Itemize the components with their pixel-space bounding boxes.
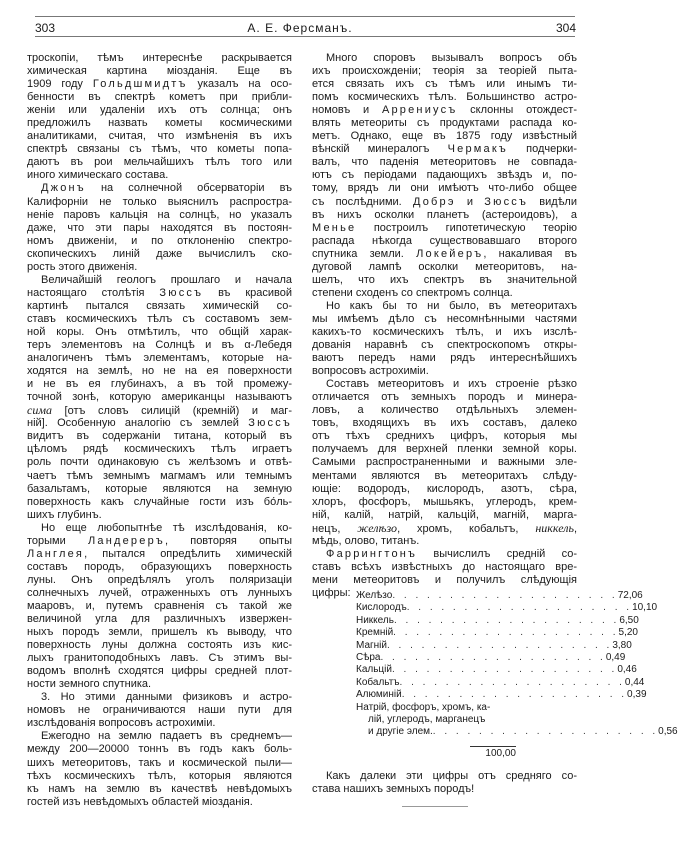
text-line: дуговой лампѣ осколки метеоритовъ, на- bbox=[312, 260, 577, 273]
text-segment: видѣли bbox=[528, 195, 577, 208]
composition-table bbox=[356, 590, 678, 739]
text-line: шелъ, что ихъ спектръ въ значительной bbox=[312, 273, 577, 286]
paragraph bbox=[27, 274, 292, 522]
table-row bbox=[356, 664, 637, 676]
spaced-name: Зюссъ bbox=[248, 417, 292, 430]
text-line: предложилъ назвать кометы космическими bbox=[27, 117, 292, 130]
table-row bbox=[356, 689, 647, 701]
text-line: ставъ всѣхъ извѣстныхъ до настоящаго вре- bbox=[312, 560, 577, 573]
text-line: мааровъ, и, путемъ сравненія съ такой же bbox=[27, 599, 292, 612]
text-segment: вычислилъ средній со- bbox=[417, 547, 577, 560]
text-segment: на солнечной обсерваторіи въ bbox=[85, 182, 292, 195]
text-line: въ нихъ осколки планетъ (астероидовъ), а bbox=[312, 208, 577, 221]
text-line: Самыми распространенными и важными эле- bbox=[312, 456, 577, 469]
spaced-name: Локейеръ bbox=[416, 247, 484, 260]
table-row bbox=[356, 651, 626, 664]
text-line: валъ, что паденія метеоритовъ не совпада- bbox=[312, 156, 577, 169]
text-line: химическая картина міозданія. Еще въ bbox=[27, 65, 292, 78]
text-line: ихъ происхожденіи; теорія за теоріей пыта- bbox=[312, 65, 577, 78]
text-line: Ежегодно на землю падаетъ въ среднемъ— bbox=[41, 730, 292, 743]
text-line: составъ породъ, образующихъ поверхность bbox=[27, 560, 292, 573]
element-value: 3,80 bbox=[612, 639, 632, 651]
paragraph bbox=[312, 52, 577, 300]
text-line: даютъ въ рои мельчайшихъ тѣлъ того или bbox=[27, 156, 292, 169]
italic-term: желѣзо bbox=[357, 520, 398, 535]
dot-leader: . . . . . . . . . . . . . . . . . . . . bbox=[386, 639, 613, 651]
text-line: аналитиками, считая, что измѣненія въ ихъ bbox=[27, 130, 292, 143]
text-segment: 1909 году bbox=[27, 78, 93, 91]
text-line bbox=[312, 248, 577, 261]
text-line: номъ движеніи, и по отклоненію спектро- bbox=[27, 234, 292, 247]
text-segment: ній]. Особенную аналогію съ землей bbox=[27, 417, 249, 430]
text-line: ной коры. Онъ отмѣтилъ, что общій харак- bbox=[27, 325, 292, 338]
paragraph bbox=[27, 52, 292, 182]
text-line bbox=[312, 548, 577, 561]
text-segment: съ послѣдними. bbox=[312, 195, 413, 208]
other-elements-line: лій, углеродъ, марганецъ bbox=[368, 713, 486, 725]
closing-paragraph bbox=[312, 770, 577, 796]
spaced-name: Зюссъ bbox=[484, 195, 529, 208]
text-line: поверхность какъ случайные гости изъ бо́ль- bbox=[27, 495, 292, 508]
text-line: точной зонѣ, которую американцы называютъ bbox=[27, 391, 292, 404]
text-line: мы имѣемъ дѣло съ несомнѣнными частями bbox=[312, 312, 577, 325]
text-line: картинѣ пытался связать химическій со- bbox=[27, 299, 292, 312]
text-line: помъ космическихъ тѣлъ. Большинство астро- bbox=[312, 91, 577, 104]
text-line: къ намъ на землю въ качествѣ невѣдомыхъ bbox=[27, 782, 292, 795]
text-line: хлоръ, фосфоръ, мышьякъ, углеродъ, крем- bbox=[312, 495, 577, 508]
spaced-name: Чермакъ bbox=[447, 143, 508, 156]
element-value: 0,39 bbox=[627, 689, 647, 701]
text-line: ется связать ихъ съ тѣмъ или инымъ ти- bbox=[312, 78, 577, 91]
element-name: Магній bbox=[356, 639, 387, 651]
text-line: поверхность луны должна состоять изъ кис- bbox=[27, 639, 292, 652]
text-segment: указалъ на осо- bbox=[187, 78, 292, 91]
text-line: шихъ глубинъ. bbox=[27, 508, 102, 521]
element-value: 72,06 bbox=[617, 590, 643, 601]
dot-leader: . . . . . . . . . . . . . . . . . . . . bbox=[393, 627, 619, 639]
element-name: Кремній bbox=[356, 627, 394, 639]
text-line: Какъ далеки эти цифры отъ средняго со- bbox=[326, 770, 577, 782]
text-line: тѣхъ космическихъ тѣлъ, которыя являются bbox=[27, 769, 292, 782]
text-line: ній, калій, натрій, кальцій, магній, марга- bbox=[312, 508, 577, 521]
text-line: товъ, входящихъ въ ихъ составъ, далеко bbox=[312, 417, 577, 430]
text-line: ходятся на землѣ, но не на ея поверхности bbox=[27, 365, 292, 378]
paragraph bbox=[312, 378, 577, 548]
text-line: Калифорніи не только выяснилъ распростра- bbox=[27, 195, 292, 208]
text-line: бенности въ спектрѣ кометъ при прибли- bbox=[27, 91, 292, 104]
spaced-name: Фаррингтонъ bbox=[326, 547, 418, 560]
text-line: между 200—20000 тоннъ въ годъ какъ боль- bbox=[27, 743, 292, 756]
text-line: ности земного спутника. bbox=[27, 678, 152, 691]
element-value: 0,46 bbox=[617, 664, 637, 676]
dot-leader: . . . . . . . . . . . . . . . . . . . . bbox=[399, 676, 625, 688]
text-segment: номовъ и bbox=[312, 104, 382, 117]
spaced-name: Гольдшмидтъ bbox=[92, 78, 188, 91]
paragraph bbox=[27, 522, 292, 692]
text-segment: въ красивой bbox=[203, 286, 292, 299]
text-segment: спутника земли. bbox=[312, 247, 417, 260]
text-line: номовъ не ограничиваются наши пути для bbox=[27, 704, 292, 717]
table-row bbox=[356, 602, 658, 614]
text-line: видитъ въ содержаніи титана, который въ bbox=[27, 430, 292, 443]
page-number-right: 304 bbox=[555, 21, 576, 35]
text-line: ваютъ передъ нами рядъ интереснѣйшихъ bbox=[312, 352, 577, 365]
dot-leader: . . . . . . . . . . . . . . . . . . . . bbox=[406, 602, 633, 614]
text-line: получаемъ для верхней пленки земной коры. bbox=[312, 443, 577, 456]
text-segment: , хромъ, кобальтъ, bbox=[397, 522, 536, 535]
text-line bbox=[312, 143, 577, 156]
text-line bbox=[27, 182, 292, 195]
text-segment: вѣнскій минералогъ bbox=[312, 143, 448, 156]
text-line bbox=[312, 222, 577, 235]
text-line: солнечныхъ лучей, отраженныхъ отъ лунныхъ bbox=[27, 586, 292, 599]
element-value: 5,20 bbox=[618, 627, 638, 639]
text-line: отличается отъ земныхъ породъ и минера- bbox=[312, 391, 577, 404]
text-line: ютъ съ періодами падающихъ звѣздъ и, по- bbox=[312, 169, 577, 182]
dot-leader: . . . . . . . . . . . . . . . . . . . . bbox=[432, 726, 659, 738]
text-segment: настоящаго столѣтія bbox=[27, 286, 160, 299]
element-name: Сѣра bbox=[356, 651, 381, 663]
paragraph bbox=[27, 730, 292, 808]
text-segment: , пытался опредѣлить химическій bbox=[84, 547, 292, 560]
element-value: 0,44 bbox=[624, 676, 645, 688]
text-line: 3. Но этими данными физиковъ и астро- bbox=[41, 691, 292, 704]
text-line: рость этого движенія. bbox=[27, 260, 138, 273]
left-column bbox=[27, 52, 292, 809]
running-title: А. Е. Ферсманъ. bbox=[247, 21, 353, 35]
dot-leader: . . . . . . . . . . . . . . . . . . . . bbox=[393, 614, 620, 626]
text-segment: подчерки- bbox=[507, 143, 577, 156]
text-line: ловъ, а количество отдѣльныхъ элемен- bbox=[312, 404, 577, 417]
end-rule bbox=[402, 806, 468, 807]
text-line: става нашихъ земныхъ породъ! bbox=[312, 783, 475, 796]
header-top-rule bbox=[35, 16, 575, 17]
italic-term: никкель bbox=[535, 520, 574, 535]
paragraph bbox=[27, 182, 292, 273]
text-line: мѣдь, олово, титанъ. bbox=[312, 534, 420, 547]
text-line: базальтамъ, которые являются на земную bbox=[27, 482, 292, 495]
text-line: цифры: bbox=[312, 586, 351, 599]
text-line: тому, врядъ ли они имѣютъ что-либо общее bbox=[312, 182, 577, 195]
dot-leader: . . . . . . . . . . . . . . . . . . . . bbox=[401, 689, 628, 701]
spaced-name: Аррениусъ bbox=[381, 104, 458, 117]
dot-leader: . . . . . . . . . . . . . . . . . . . . bbox=[380, 651, 606, 663]
spaced-name: Зюссъ bbox=[159, 286, 204, 299]
spaced-name: Джонъ bbox=[41, 182, 86, 195]
italic-term: сима bbox=[27, 403, 52, 418]
paragraph bbox=[312, 300, 577, 378]
text-segment: торыми bbox=[27, 534, 88, 547]
dot-leader: . . . . . . . . . . . . . . . . . . . . bbox=[391, 664, 618, 676]
text-line bbox=[312, 522, 577, 535]
text-segment: нецъ, bbox=[312, 522, 358, 535]
text-line: луны. Онъ опредѣлялъ уголъ поляризаціи bbox=[27, 573, 292, 586]
text-line: чаетъ тѣмъ земнымъ магмамъ или темнымъ bbox=[27, 469, 292, 482]
paragraph bbox=[312, 770, 577, 796]
text-line: роль почти одинаковую съ желѣзомъ и отвѣ- bbox=[27, 456, 292, 469]
element-name: Кальцій bbox=[356, 664, 392, 676]
table-row bbox=[356, 590, 643, 602]
text-line: Но какъ бы то ни было, въ метеоритахъ bbox=[326, 299, 577, 312]
text-line: Но еще любопытнѣе тѣ изслѣдованія, ко- bbox=[41, 521, 292, 534]
element-name: Алюминій bbox=[356, 689, 402, 701]
text-line: распада нѣкогда существовавшаго второго bbox=[312, 234, 577, 247]
text-line: цѣломъ рядѣ космическихъ тѣлъ играетъ bbox=[27, 443, 292, 456]
element-name: Кобальтъ bbox=[356, 676, 400, 688]
text-line bbox=[312, 196, 577, 209]
text-line: метъ. Однако, еще въ 1875 году извѣстный bbox=[312, 130, 577, 143]
page-number-left: 303 bbox=[35, 21, 56, 35]
text-line: теръ элементовъ на Солнцѣ и въ α-Лебедя bbox=[27, 339, 292, 352]
text-line bbox=[27, 417, 292, 430]
table-row bbox=[356, 726, 678, 738]
table-row bbox=[356, 676, 645, 689]
text-line: скопическихъ линій даже вычислилъ ско- bbox=[27, 247, 292, 260]
text-line: Величайшій геологъ прошлаго и начала bbox=[41, 273, 292, 286]
text-line: ныхъ породъ земли, пришелъ къ выводу, что bbox=[27, 626, 292, 639]
text-line: ставъ космическихъ тѣлъ съ составомъ зем- bbox=[27, 312, 292, 325]
table-total: 100,00 bbox=[470, 746, 516, 759]
element-name: Никкель bbox=[356, 614, 394, 626]
element-value: 6,50 bbox=[619, 614, 639, 626]
text-line: величиной угла для различныхъ извержен- bbox=[27, 613, 292, 626]
text-line: даже, что эти пары находятся въ постоян- bbox=[27, 221, 292, 234]
element-name: и другіе элем. bbox=[368, 726, 433, 738]
spaced-name: Ландереръ bbox=[87, 534, 165, 547]
text-line: изслѣдованія вопросовъ астрохиміи. bbox=[27, 717, 216, 730]
text-line: спектрѣ связаны съ тѣмъ, что кометы попа- bbox=[27, 143, 292, 156]
text-line: Составъ метеоритовъ и ихъ строеніе рѣзко bbox=[326, 378, 577, 391]
table-row bbox=[356, 614, 639, 627]
paragraph bbox=[27, 691, 292, 730]
element-value: 10,10 bbox=[632, 602, 658, 614]
element-name: Кислородъ bbox=[356, 602, 407, 614]
text-segment: , повторяя опыты bbox=[164, 534, 292, 547]
text-line bbox=[312, 104, 577, 117]
table-row bbox=[356, 627, 638, 639]
text-line bbox=[27, 404, 292, 417]
text-segment: и bbox=[455, 195, 485, 208]
text-segment: построилъ гипотетическую теорію bbox=[356, 221, 577, 234]
text-line: вопросовъ астрохиміи. bbox=[312, 365, 429, 378]
element-name: Желѣзо bbox=[356, 590, 393, 601]
text-line: гостей изъ невѣдомыхъ областей міозданія. bbox=[27, 795, 253, 808]
text-line: и не въ ея глубинахъ, а въ той промежу- bbox=[27, 378, 292, 391]
text-line: мени метеоритовъ и получилъ слѣдующія bbox=[312, 573, 577, 586]
spaced-name: Ланглея bbox=[27, 547, 85, 560]
element-value: 0,56 bbox=[658, 726, 678, 738]
header-bottom-rule bbox=[35, 36, 575, 37]
text-line: троскопіи, тѣмъ интереснѣе раскрывается bbox=[27, 52, 292, 64]
text-line: водомъ вполнѣ сходятся цифры средней плот- bbox=[27, 665, 292, 678]
text-line: неніе паровъ кальція на солнцѣ, но указалъ bbox=[27, 208, 292, 221]
text-segment: , bbox=[573, 522, 577, 535]
spaced-name: Менье bbox=[312, 221, 357, 234]
text-line: шихъ метеоритовъ, такъ и космической пыли— bbox=[27, 756, 292, 769]
other-elements-line: Натрій, фосфоръ, хромъ, ка- bbox=[356, 701, 491, 713]
text-line: лыхъ гранитоподобныхъ лавъ. Съ этимъ вы- bbox=[27, 652, 292, 665]
table-row bbox=[356, 639, 632, 652]
text-line: влять метеориты съ продуктами распада ко- bbox=[312, 117, 577, 130]
text-segment: склонны отождест- bbox=[457, 104, 577, 117]
text-line: Много споровъ вызывалъ вопросъ объ bbox=[326, 52, 577, 64]
text-line bbox=[27, 78, 292, 91]
element-value: 0,49 bbox=[605, 651, 626, 663]
text-line: ющіе: водородъ, кислородъ, азотъ, сѣра, bbox=[312, 482, 577, 495]
spaced-name: Добрэ bbox=[412, 195, 456, 208]
text-line: какихъ-то космическихъ тѣлъ, и ихъ изслѣ- bbox=[312, 325, 577, 338]
text-line: степени сходенъ со спектромъ солнца. bbox=[312, 286, 513, 299]
text-line: иного химическаго состава. bbox=[27, 169, 169, 182]
text-segment: , накаливая въ bbox=[483, 247, 577, 260]
text-line: дованія наравнѣ съ спектроскопомъ откры- bbox=[312, 339, 577, 352]
text-segment: [отъ словъ силицій (кремній) и маг- bbox=[51, 405, 292, 418]
text-line: отъ тѣхъ среднихъ цифръ, которыя мы bbox=[312, 430, 577, 443]
right-column bbox=[312, 52, 577, 600]
text-line bbox=[27, 287, 292, 300]
text-line: аналогиченъ тѣмъ элементамъ, которые на- bbox=[27, 352, 292, 365]
text-line bbox=[27, 548, 292, 561]
text-line bbox=[27, 535, 292, 548]
text-line: женіи или удаленіи ихъ отъ солнца; онъ bbox=[27, 104, 292, 117]
text-line: ментами являются въ метеоритахъ слѣду- bbox=[312, 469, 577, 482]
dot-leader: . . . . . . . . . . . . . . . . . . . . bbox=[392, 590, 618, 601]
